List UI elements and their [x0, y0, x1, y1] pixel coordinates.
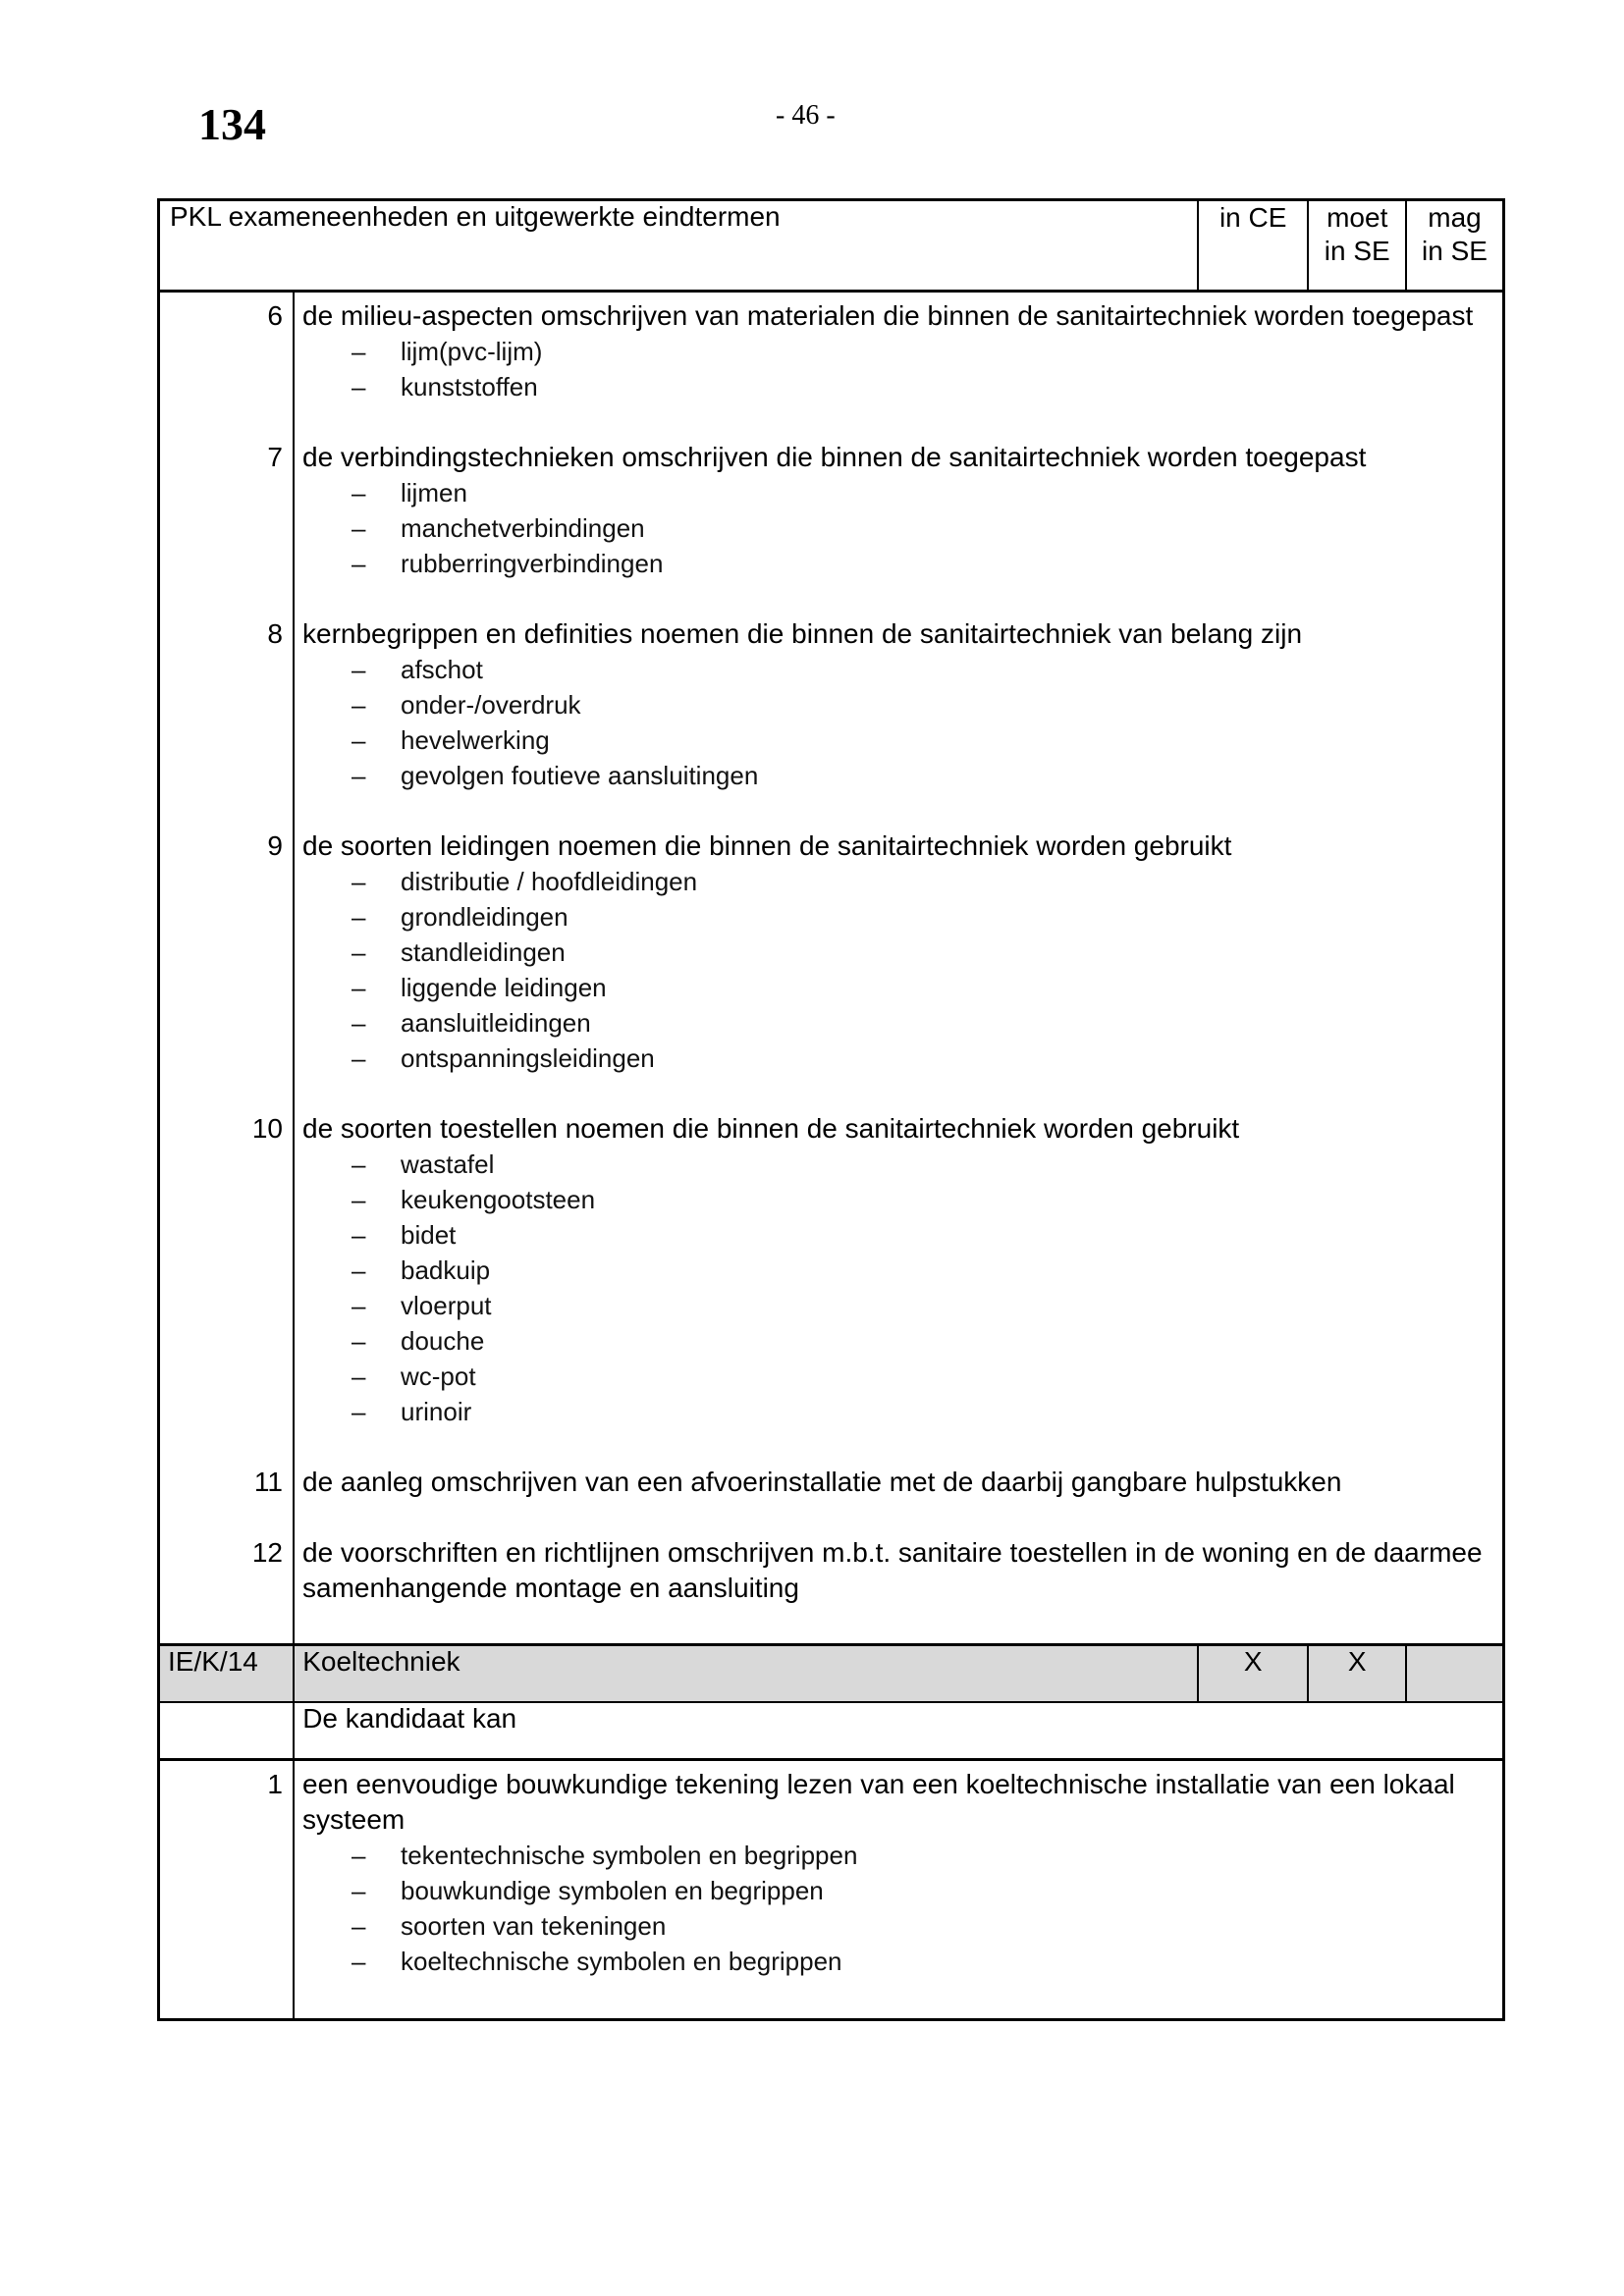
item-text: kernbegrippen en definities noemen die binnen de sanitairtechniek van belang zijn [302, 618, 1303, 649]
subitem [352, 475, 1492, 510]
item-number: 12 [251, 1537, 283, 1568]
item-number: 1 [267, 1769, 283, 1799]
subitem-text: lijm(pvc-lijm) [401, 337, 543, 366]
header-moet-line1: moet [1326, 202, 1388, 233]
unit-intro-empty-cell [159, 1702, 295, 1760]
item-text: de verbindingstechnieken omschrijven die binnen de sanitairtechniek worden toegepast [302, 442, 1367, 472]
unit-in-ce-mark: X [1198, 1645, 1309, 1703]
dash-bullet-icon: – [352, 1326, 366, 1356]
subitem-text: gevolgen foutieve aansluitingen [401, 761, 759, 790]
subitem-text: douche [401, 1326, 485, 1356]
item-number: 6 [267, 300, 283, 331]
subitem [352, 546, 1492, 581]
dash-bullet-icon: – [352, 1043, 366, 1073]
items-block [160, 1761, 1502, 2018]
dash-bullet-icon: – [352, 337, 366, 366]
dash-bullet-icon: – [352, 1291, 366, 1320]
list-item [302, 828, 1492, 1076]
subitem [352, 1323, 1492, 1359]
subitem-text: standleidingen [401, 937, 566, 967]
subitem-text: liggende leidingen [401, 973, 607, 1002]
dash-bullet-icon: – [352, 937, 366, 967]
dash-bullet-icon: – [352, 549, 366, 578]
subitem [352, 1041, 1492, 1076]
subitem-text: rubberringverbindingen [401, 549, 664, 578]
subitem-text: badkuip [401, 1255, 491, 1285]
subitem [352, 1394, 1492, 1429]
header-moet-line2: in SE [1324, 236, 1390, 266]
section-continued-items [160, 293, 1502, 1643]
subitem-text: aansluitleidingen [401, 1008, 591, 1038]
subitem-text: koeltechnische symbolen en begrippen [401, 1947, 842, 1976]
unit-items [160, 1761, 1502, 2018]
page-label: - 46 - [776, 100, 836, 131]
subitem [352, 1873, 1492, 1908]
unit-intro-row [159, 1702, 1504, 1760]
list-item [302, 1111, 1492, 1429]
list-item [302, 1535, 1492, 1606]
subitem-text: tekentechnische symbolen en begrippen [401, 1841, 858, 1870]
unit-code: IE/K/14 [159, 1645, 295, 1703]
dash-bullet-icon: – [352, 372, 366, 401]
subitem [352, 369, 1492, 404]
subitem-text: grondleidingen [401, 902, 568, 932]
header-mag-line2: in SE [1422, 236, 1488, 266]
list-item [302, 616, 1492, 793]
list-item [302, 1767, 1492, 1979]
list-item [302, 440, 1492, 581]
dash-bullet-icon: – [352, 655, 366, 684]
header-moet-in-se [1308, 200, 1406, 292]
subitem [352, 1005, 1492, 1041]
subitem [352, 1944, 1492, 1979]
subitem [352, 1182, 1492, 1217]
dash-bullet-icon: – [352, 1149, 366, 1179]
item-text: de soorten toestellen noemen die binnen de sanitairtechniek worden gebruikt [302, 1113, 1240, 1144]
header-in-ce: in CE [1198, 200, 1309, 292]
subitem-list [302, 864, 1492, 1076]
subitem [352, 510, 1492, 546]
dash-bullet-icon: – [352, 1911, 366, 1941]
dash-bullet-icon: – [352, 1185, 366, 1214]
dash-bullet-icon: – [352, 1255, 366, 1285]
subitem [352, 758, 1492, 793]
dash-bullet-icon: – [352, 1841, 366, 1870]
dash-bullet-icon: – [352, 690, 366, 720]
table-header-row [159, 200, 1504, 292]
subitem-text: wc-pot [401, 1362, 476, 1391]
number-column [160, 1761, 295, 2018]
subitem-text: manchetverbindingen [401, 513, 645, 543]
dash-bullet-icon: – [352, 513, 366, 543]
dash-bullet-icon: – [352, 725, 366, 755]
subitem [352, 334, 1492, 369]
subitem-text: bouwkundige symbolen en begrippen [401, 1876, 824, 1905]
exam-units-table [157, 198, 1505, 2021]
unit-header-row [159, 1645, 1504, 1703]
item-number: 8 [267, 618, 283, 649]
text-column [295, 293, 1502, 1643]
number-column [160, 293, 295, 1643]
dash-bullet-icon: – [352, 1220, 366, 1250]
dash-bullet-icon: – [352, 478, 366, 507]
subitem [352, 934, 1492, 970]
subitem [352, 1217, 1492, 1253]
subitem-list [302, 334, 1492, 404]
item-number: 10 [251, 1113, 283, 1144]
unit-moet-in-se-mark: X [1308, 1645, 1406, 1703]
header-mag-line1: mag [1428, 202, 1482, 233]
header-mag-in-se [1406, 200, 1504, 292]
subitem-text: bidet [401, 1220, 457, 1250]
subitem [352, 652, 1492, 687]
list-item [302, 1465, 1492, 1500]
item-number: 9 [267, 830, 283, 861]
subitem-text: lijmen [401, 478, 467, 507]
subitem [352, 1147, 1492, 1182]
subitem-list [302, 475, 1492, 581]
item-text: de milieu-aspecten omschrijven van materialen die binnen de sanitairtechniek worden toegepast [302, 300, 1474, 331]
subitem [352, 1359, 1492, 1394]
dash-bullet-icon: – [352, 761, 366, 790]
subitem [352, 722, 1492, 758]
dash-bullet-icon: – [352, 1008, 366, 1038]
subitem [352, 864, 1492, 899]
subitem-text: urinoir [401, 1397, 472, 1426]
subitem-text: wastafel [401, 1149, 495, 1179]
item-text: de voorschriften en richtlijnen omschrijven m.b.t. sanitaire toestellen in de woning en de daarmee samenhangende montage en aansluiting [302, 1537, 1483, 1603]
subitem-text: ontspanningsleidingen [401, 1043, 655, 1073]
dash-bullet-icon: – [352, 1397, 366, 1426]
unit-mag-in-se-mark [1406, 1645, 1504, 1703]
subitem-list [302, 652, 1492, 793]
subitem [352, 970, 1492, 1005]
item-text: een eenvoudige bouwkundige tekening lezen van een koeltechnische installatie van een lokaal systeem [302, 1769, 1455, 1835]
unit-items-row [159, 1760, 1504, 2020]
dash-bullet-icon: – [352, 1947, 366, 1976]
subitem [352, 1253, 1492, 1288]
dash-bullet-icon: – [352, 902, 366, 932]
item-text: de aanleg omschrijven van een afvoerinstallatie met de daarbij gangbare hulpstukken [302, 1467, 1342, 1497]
item-number: 7 [267, 442, 283, 472]
subitem-text: afschot [401, 655, 483, 684]
subitem [352, 687, 1492, 722]
dash-bullet-icon: – [352, 1876, 366, 1905]
subitem [352, 899, 1492, 934]
unit-name: Koeltechniek [294, 1645, 1198, 1703]
subitem [352, 1838, 1492, 1873]
subitem-text: vloerput [401, 1291, 492, 1320]
subitem-text: hevelwerking [401, 725, 550, 755]
dash-bullet-icon: – [352, 867, 366, 896]
subitem-list [302, 1147, 1492, 1429]
subitem-text: kunststoffen [401, 372, 538, 401]
dash-bullet-icon: – [352, 1362, 366, 1391]
items-block [160, 293, 1502, 1643]
subitem-text: distributie / hoofdleidingen [401, 867, 698, 896]
item-text: de soorten leidingen noemen die binnen de sanitairtechniek worden gebruikt [302, 830, 1232, 861]
subitem [352, 1908, 1492, 1944]
subitem-text: soorten van tekeningen [401, 1911, 667, 1941]
subitem-text: keukengootsteen [401, 1185, 596, 1214]
subitem-text: onder-/overdruk [401, 690, 581, 720]
dash-bullet-icon: – [352, 973, 366, 1002]
list-item [302, 298, 1492, 404]
item-number: 11 [253, 1467, 283, 1497]
unit-intro-text: De kandidaat kan [294, 1702, 1503, 1760]
subitem [352, 1288, 1492, 1323]
section-continued-row [159, 292, 1504, 1645]
document-number: 134 [198, 99, 266, 149]
subitem-list [302, 1838, 1492, 1979]
text-column [295, 1761, 1502, 2018]
header-title: PKL exameneenheden en uitgewerkte eindtermen [159, 200, 1198, 292]
